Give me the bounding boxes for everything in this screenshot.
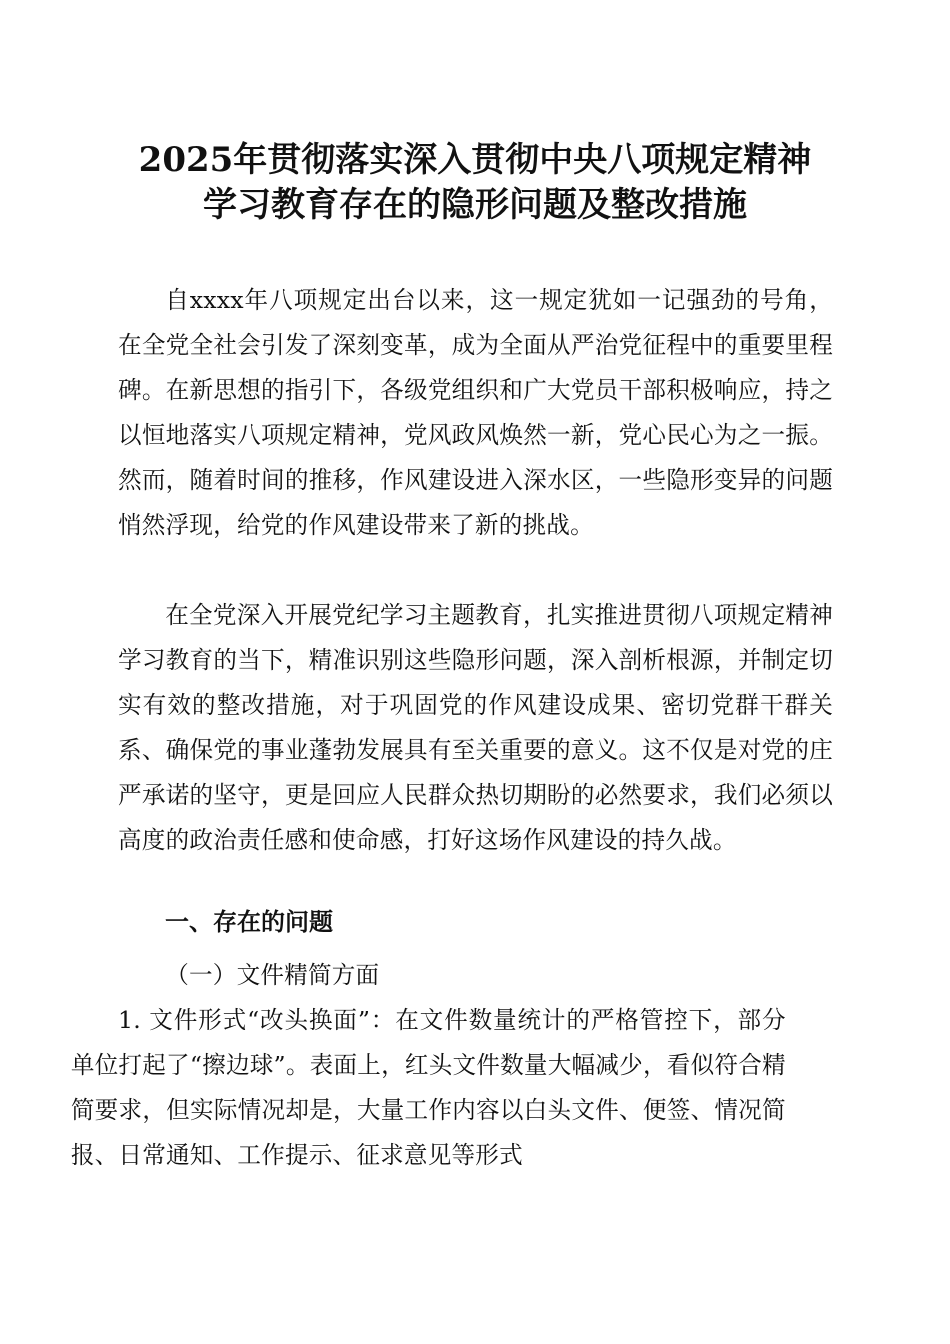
intro-paragraph-1: 自xxxx年八项规定出台以来，这一规定犹如一记强劲的号角，在全党全社会引发了深刻变革，成为全面从严治党征程中的重要里程碑。在新思想的指引下，各级党组织和广大党员干部积极响应，持之以恒地落实八项规定精神，党风政风焕然一新，党心民心为之一振。然而，随着时间的推移，作风建设进入深水区，一些隐形变异的问题悄然浮现，给党的作风建设带来了新的挑战。 [118,286,833,539]
problem-item-1: 1. 文件形式“改头换面”：在文件数量统计的严格管控下，部分单位打起了“擦边球”。表面上，红头文件数量大幅减少，看似符合精简要求，但实际情况却是，大量工作内容以白头文件、便签、情况简报、日常通知、工作提示、征求意见等形式 [70,1006,786,1169]
document-title-line-1: 2025年贯彻落实深入贯彻中央八项规定精神 [138,140,812,180]
section-heading-existing-problems: 一、存在的问题 [165,908,333,936]
intro-paragraph-2: 在全党深入开展党纪学习主题教育，扎实推进贯彻八项规定精神学习教育的当下，精准识别这些隐形问题，深入剖析根源，并制定切实有效的整改措施，对于巩固党的作风建设成果、密切党群干群关系、确保党的事业蓬勃发展具有至关重要的意义。这不仅是对党的庄严承诺的坚守，更是回应人民群众热切期盼的必然要求，我们必须以高度的政治责任感和使命感，打好这场作风建设的持久战。 [118,601,833,854]
document-title-line-2: 学习教育存在的隐形问题及整改措施 [203,185,747,225]
subsection-heading-document-simplification: （一）文件精简方面 [165,961,380,989]
problem-item-paragraph [70,953,833,1178]
